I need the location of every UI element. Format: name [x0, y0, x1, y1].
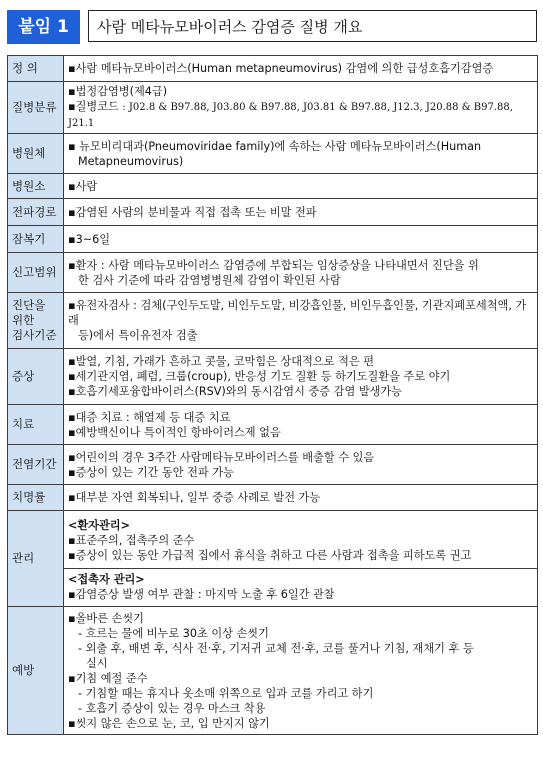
content-classification	[64, 82, 538, 134]
codes-prefix: ▪질병코드	[68, 100, 123, 113]
row-management	[8, 511, 538, 607]
prevention-line1: ▪올바른 손씻기	[68, 611, 144, 625]
row-incubation	[8, 226, 538, 253]
label-treatment: 치료	[8, 405, 64, 445]
diagnosis-line2: 등)에서 특이유전자 검출	[78, 329, 198, 342]
content-transmission: ▪감염된 사람의 분비물과 직접 접촉 또는 비말 전파	[64, 199, 538, 226]
label-contagious: 전염기간	[8, 445, 64, 485]
content-treatment	[64, 405, 538, 445]
diagnosis-line1: ▪유전자검사 : 검체(구인두도말, 비인두도말, 비강흡인물, 비인두흡인물, 기관지폐포세척액, 가래	[68, 299, 527, 327]
content-prevention	[64, 607, 538, 735]
label-symptoms: 증상	[8, 349, 64, 405]
treatment-line2: ▪예방백신이나 특이적인 항바이러스제 없음	[68, 425, 281, 439]
content-pathogen	[64, 134, 538, 174]
row-treatment	[8, 405, 538, 445]
row-prevention	[8, 607, 538, 735]
row-transmission	[8, 199, 538, 226]
prevention-line8: ▪씻지 않은 손으로 눈, 코, 입 만지지 않기	[68, 716, 270, 730]
label-report-scope: 신고범위	[8, 253, 64, 293]
patient-management-line2: ▪증상이 있는 동안 가급적 집에서 휴식을 취하고 다른 사람과 접촉을 피하도록 권고	[68, 548, 472, 562]
content-symptoms	[64, 349, 538, 405]
row-diagnosis	[8, 293, 538, 349]
row-contagious	[8, 445, 538, 485]
pathogen-line2: Metapneumovirus)	[78, 154, 184, 168]
row-definition	[8, 56, 538, 82]
row-symptoms	[8, 349, 538, 405]
codes-list: : J02.8 & B97.88, J03.80 & B97.88, J03.81 & B97.88, J12.3, J20.88 & B97.88, J21.1	[68, 102, 513, 129]
contagious-line2: ▪증상이 있는 기간 동안 전파 가능	[68, 465, 234, 479]
symptoms-line1: ▪발열, 기침, 가래가 흔하고 콧물, 코막힘은 상대적으로 적은 편	[68, 355, 375, 368]
label-pathogen: 병원체	[8, 134, 64, 174]
attachment-badge: 붙임 1	[7, 10, 80, 44]
content-definition: ▪사람 메타뉴모바이러스(Human metapneumovirus) 감염에 의한 급성호흡기감염증	[64, 56, 538, 82]
label-incubation: 잠복기	[8, 226, 64, 253]
contact-management	[64, 568, 537, 602]
label-classification: 질병분류	[8, 82, 64, 134]
document-title: 사람 메타뉴모바이러스 감염증 질병 개요	[88, 10, 537, 42]
label-management: 관리	[8, 511, 64, 607]
prevention-line2: - 흐르는 물에 비누로 30초 이상 손씻기	[78, 626, 269, 640]
label-diagnosis	[8, 293, 64, 349]
content-report-scope	[64, 253, 538, 293]
label-fatality: 치명률	[8, 485, 64, 511]
document-header	[7, 10, 538, 44]
label-diagnosis-l3: 검사기준	[12, 328, 57, 342]
prevention-line3: - 외출 후, 배변 후, 식사 전·후, 기저귀 교체 전·후, 코를 풀거나 기침, 재채기 후 등	[78, 641, 474, 655]
classification-codes	[68, 99, 533, 131]
label-diagnosis-l1: 진단을	[12, 298, 46, 312]
pathogen-line1: ▪ 뉴모비리대과(Pneumoviridae family)에 속하는 사람 메타뉴모바이러스(Human	[68, 139, 482, 153]
prevention-line7: - 호흡기 증상이 있는 경우 마스크 착용	[78, 701, 266, 715]
content-fatality: ▪대부분 자연 회복되나, 일부 중증 사례로 발전 가능	[64, 485, 538, 511]
patient-management	[68, 516, 533, 565]
label-diagnosis-l2: 위한	[12, 313, 35, 327]
prevention-line4: 실시	[86, 656, 108, 670]
label-definition: 정 의	[8, 56, 64, 82]
label-reservoir: 병원소	[8, 174, 64, 199]
content-contagious	[64, 445, 538, 485]
classification-legal: ▪법정감염병(제4급)	[68, 85, 168, 98]
prevention-line5: ▪기침 예절 준수	[68, 671, 148, 685]
content-incubation: ▪3~6일	[64, 226, 538, 253]
patient-management-line1: ▪표준주의, 접촉주의 준수	[68, 533, 195, 547]
patient-management-heading: <환자관리>	[68, 518, 130, 532]
row-classification	[8, 82, 538, 134]
contact-management-line1: ▪감염증상 발생 여부 관찰 : 마지막 노출 후 6일간 관찰	[68, 587, 335, 601]
symptoms-line3: ▪호흡기세포융합바이러스(RSV)와의 동시감염시 중증 감염 발생가능	[68, 385, 403, 398]
treatment-line1: ▪대증 치료 : 해열제 등 대증 치료	[68, 410, 231, 424]
content-management	[64, 511, 538, 607]
contact-management-heading: <접촉자 관리>	[68, 572, 145, 586]
label-transmission: 전파경로	[8, 199, 64, 226]
symptoms-line2: ▪세기관지염, 폐렴, 크룹(croup), 반응성 기도 질환 등 하기도질환을 주로 야기	[68, 370, 451, 383]
row-fatality	[8, 485, 538, 511]
prevention-line6: - 기침할 때는 휴지나 옷소매 위쪽으로 입과 코를 가리고 하기	[78, 686, 374, 700]
row-reservoir	[8, 174, 538, 199]
report-scope-line1: ▪환자 : 사람 메타뉴모바이러스 감염증에 부합되는 임상증상을 나타내면서 진단을 위	[68, 258, 479, 272]
row-report-scope	[8, 253, 538, 293]
disease-overview-table	[7, 55, 538, 735]
report-scope-line2: 한 검사 기준에 따라 감염병병원체 감염이 확인된 사람	[78, 273, 341, 287]
content-diagnosis	[64, 293, 538, 349]
row-pathogen	[8, 134, 538, 174]
content-reservoir: ▪사람	[64, 174, 538, 199]
contagious-line1: ▪어린이의 경우 3주간 사람메타뉴모바이러스를 배출할 수 있음	[68, 450, 375, 464]
label-prevention: 예방	[8, 607, 64, 735]
